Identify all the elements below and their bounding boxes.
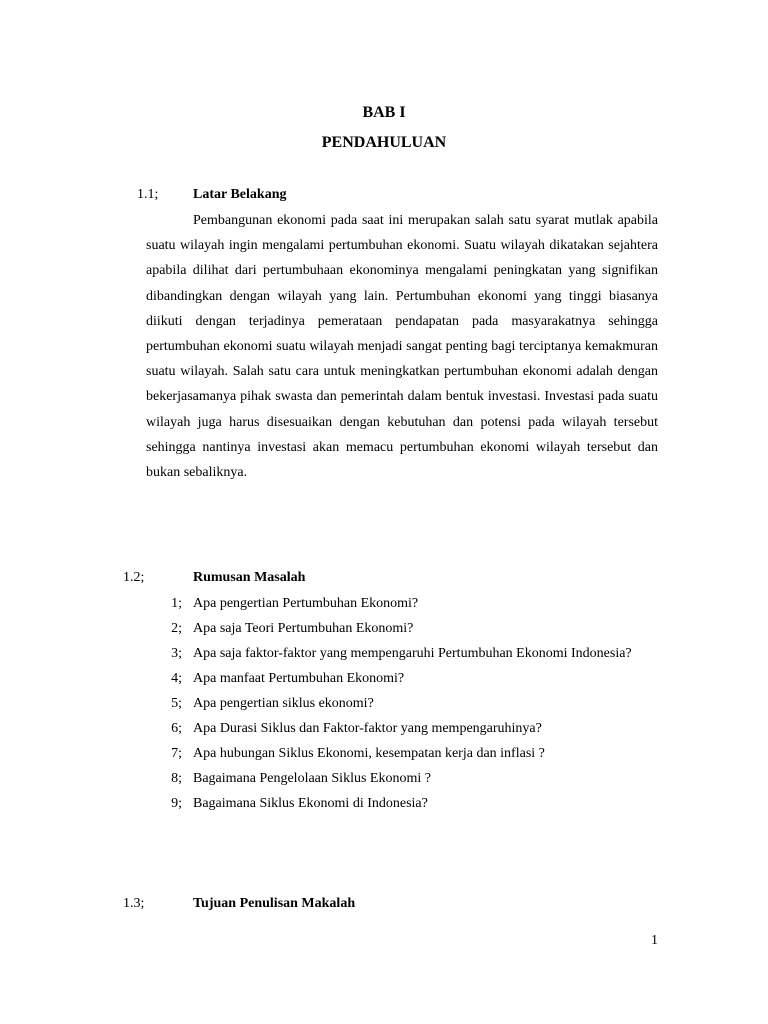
section-1-1-number: 1.1; — [137, 187, 159, 202]
list-item-number: 3 ; — [170, 641, 182, 666]
list-item — [0, 616, 768, 641]
section-1-2-title: Rumusan Masalah — [193, 570, 306, 585]
problem-statement-list — [0, 591, 768, 816]
list-item-number: 2 ; — [170, 616, 182, 641]
chapter-label: BAB I — [362, 104, 406, 121]
list-item-number: 1 ; — [170, 591, 182, 616]
list-item — [0, 666, 768, 691]
list-item — [0, 716, 768, 741]
list-item-number: 7 ; — [170, 741, 182, 766]
list-item — [0, 791, 768, 816]
section-1-3-number: 1.3; — [123, 896, 145, 911]
list-item-number: 5 ; — [170, 691, 182, 716]
list-item-text: Apa pengertian Pertumbuhan Ekonomi? — [193, 596, 419, 611]
section-1-2-number: 1.2; — [123, 570, 145, 585]
list-item-text: Apa saja faktor-faktor yang mempengaruhi Pertumbuhan Ekonomi Indonesia? — [193, 646, 632, 661]
section-1-1-title: Latar Belakang — [193, 187, 287, 202]
page-number: 1 — [651, 933, 658, 948]
section-1-3-title: Tujuan Penulisan Makalah — [193, 896, 356, 911]
background-paragraph: Pembangunan ekonomi pada saat ini merupakan salah satu syarat mutlak apabila suatu wilayah ingin mengalami pertumbuhan ekonomi. Suatu wilayah dikatakan sejahtera apabila dilihat dari pertumbuhaan ekonominya mengalami peningkatan yang signifikan dibandingkan dengan wilayah yang lain. Pertumbuhan ekonomi yang tinggi biasanya diikuti dengan terjadinya pemerataan pendapatan pada masyarakatnya sehingga pertumbuhan ekonomi suatu wilayah menjadi sangat penting bagi terciptanya kemakmuran suatu wilayah. Salah satu cara untuk meningkatkan pertumbuhan ekonomi adalah dengan bekerjasamanya pihak swasta dan pemerintah dalam bentuk investasi. Investasi pada suatu wilayah juga harus disesuaikan dengan kebutuhan dan potensi pada wilayah tersebut sehingga nantinya investasi akan memacu pertumbuhan ekonomi wilayah tersebut dan bukan sebaliknya. — [146, 213, 658, 481]
list-item-text: Apa manfaat Pertumbuhan Ekonomi? — [193, 671, 405, 686]
list-item-number: 4 ; — [170, 666, 182, 691]
list-item-text: Apa saja Teori Pertumbuhan Ekonomi? — [193, 621, 414, 636]
list-item — [0, 691, 768, 716]
list-item-number: 6 ; — [170, 716, 182, 741]
list-item-number: 9 ; — [170, 791, 182, 816]
list-item-text: Bagaimana Pengelolaan Siklus Ekonomi ? — [193, 771, 431, 786]
list-item-number: 8 ; — [170, 766, 182, 791]
list-item-text: Bagaimana Siklus Ekonomi di Indonesia? — [193, 796, 428, 811]
list-item-text: Apa hubungan Siklus Ekonomi, kesempatan kerja dan inflasi ? — [193, 746, 545, 761]
chapter-title: PENDAHULUAN — [321, 134, 447, 151]
list-item-text: Apa Durasi Siklus dan Faktor-faktor yang mempengaruhinya? — [193, 721, 542, 736]
list-item — [0, 641, 768, 666]
list-item — [0, 766, 768, 791]
list-item — [0, 591, 768, 616]
list-item-text: Apa pengertian siklus ekonomi? — [193, 696, 374, 711]
list-item — [0, 741, 768, 766]
